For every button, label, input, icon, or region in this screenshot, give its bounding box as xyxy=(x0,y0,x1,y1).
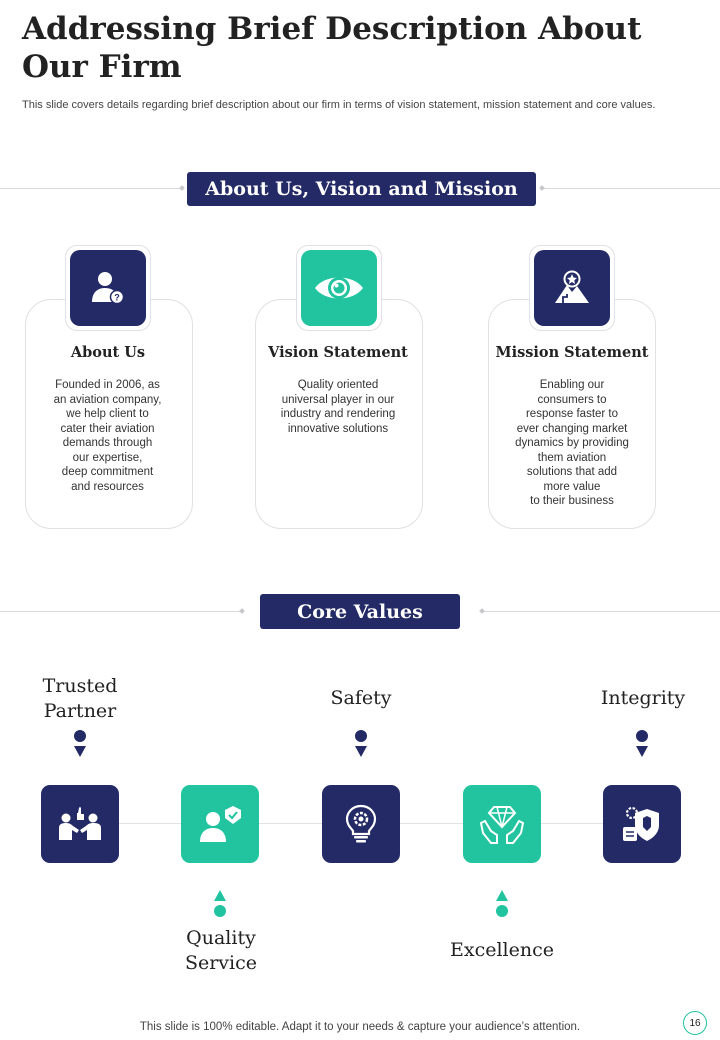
hands-diamond-icon xyxy=(479,803,525,845)
card-text: Enabling our consumers to response faster to ever changing market dynamics by providing them aviation solutions that add more value to their business xyxy=(515,379,629,507)
eye-icon xyxy=(313,268,365,308)
pointer-up-icon xyxy=(494,888,510,918)
pointer-down-icon xyxy=(72,729,88,759)
pointer-down-icon xyxy=(353,729,369,759)
person-question-icon xyxy=(88,268,128,308)
page-number: 16 xyxy=(683,1011,707,1035)
about-us-icon-box xyxy=(70,250,146,326)
page-subtitle: This slide covers details regarding brief description about our firm in terms of vision statement, mission statement and core values. xyxy=(22,99,656,111)
lightbulb-gear-icon xyxy=(341,803,381,845)
handshake-people-icon xyxy=(57,804,103,844)
card-title: About Us xyxy=(70,344,146,361)
mission-icon-box xyxy=(534,250,610,326)
core-value-label: Quality Service xyxy=(184,927,258,974)
icon-frame xyxy=(65,245,151,331)
core-value-label: Trusted Partner xyxy=(42,675,118,722)
divider-diamond xyxy=(239,608,245,614)
svg-text:?: ? xyxy=(114,292,120,303)
divider-diamond xyxy=(539,185,545,191)
quality-service-icon-box xyxy=(181,785,259,863)
icon-frame xyxy=(296,245,382,331)
divider-diamond xyxy=(479,608,485,614)
card-text: Founded in 2006, as an aviation company, we help client to cater their aviation demands through our expertise, deep commitment and resources xyxy=(53,379,162,493)
trusted-partner-icon-box xyxy=(41,785,119,863)
icon-frame xyxy=(529,245,615,331)
core-value-label: Excellence xyxy=(450,939,554,961)
card-text: Quality oriented universal player in our industry and rendering innovative solutions xyxy=(280,379,396,435)
about-banner: About Us, Vision and Mission xyxy=(187,172,536,206)
card-title: Mission Statement xyxy=(495,344,649,361)
divider-left xyxy=(0,188,182,189)
divider-right xyxy=(482,611,720,612)
card-title: Vision Statement xyxy=(268,344,408,361)
vision-icon-box xyxy=(301,250,377,326)
safety-icon-box xyxy=(322,785,400,863)
footer-note: This slide is 100% editable. Adapt it to your needs & capture your audience’s attention. xyxy=(139,1021,581,1033)
person-shield-gear-icon xyxy=(621,803,663,845)
integrity-icon-box xyxy=(603,785,681,863)
mountain-star-icon xyxy=(551,267,593,309)
divider-right xyxy=(542,188,720,189)
person-shield-icon xyxy=(197,804,243,844)
pointer-down-icon xyxy=(634,729,650,759)
divider-left xyxy=(0,611,242,612)
excellence-icon-box xyxy=(463,785,541,863)
divider-diamond xyxy=(179,185,185,191)
core-value-label: Integrity xyxy=(600,687,686,709)
core-value-label: Safety xyxy=(330,687,392,709)
page-title: Addressing Brief Description About Our Firm xyxy=(22,11,642,85)
core-values-banner: Core Values xyxy=(260,594,460,629)
pointer-up-icon xyxy=(212,888,228,918)
